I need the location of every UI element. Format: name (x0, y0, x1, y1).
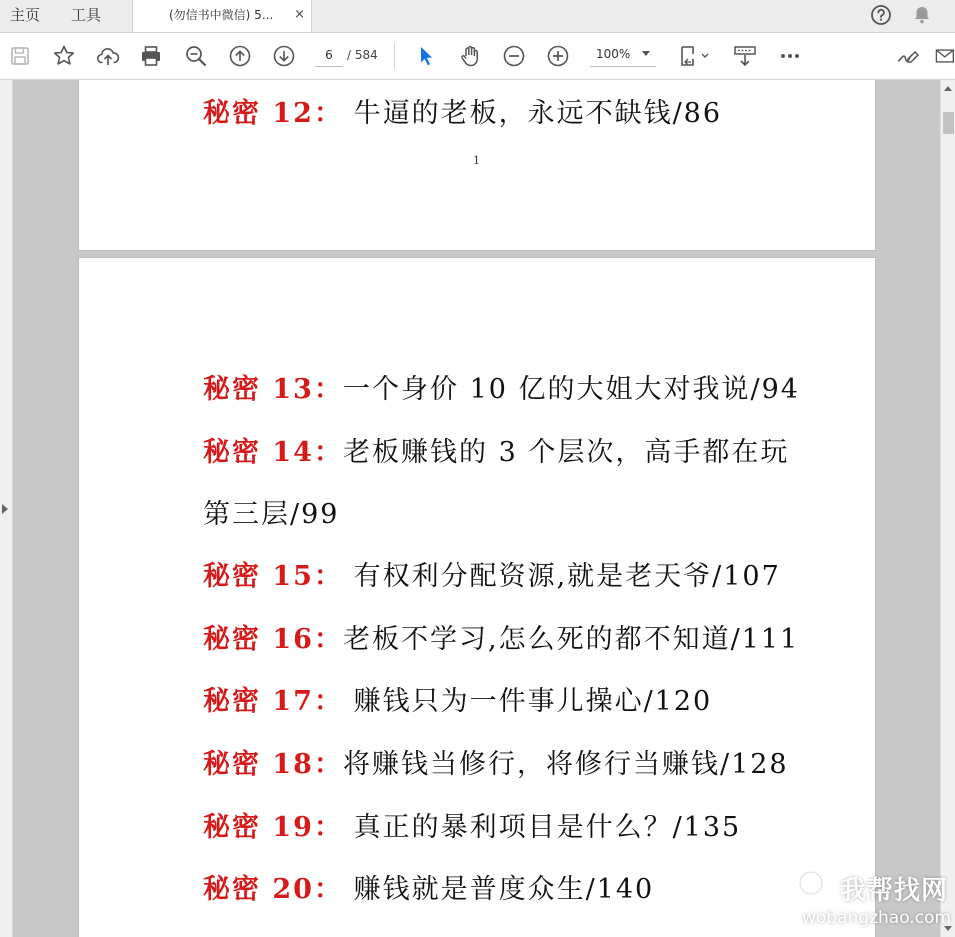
toc-entry (203, 617, 799, 656)
close-tab-icon[interactable]: × (294, 7, 305, 22)
toc-entry (203, 805, 741, 844)
chevron-right-icon (2, 504, 8, 514)
select-cursor-icon[interactable] (413, 43, 439, 69)
toc-entry (203, 430, 789, 469)
toc-entry-text: 老板不学习,怎么死的都不知道/111 (342, 624, 800, 655)
toc-entry-label: 秘密 18： (203, 749, 343, 780)
toc-entry-text: 赚钱只为一件事儿操心/120 (342, 686, 713, 717)
toc-entry-label: 秘密 19： (203, 812, 343, 843)
tab-tools[interactable]: 工具 (71, 6, 102, 24)
page-number-input[interactable] (315, 44, 343, 67)
toc-entry-label: 秘密 12： (203, 98, 343, 129)
fit-page-icon[interactable] (677, 43, 713, 69)
print-icon[interactable] (138, 43, 164, 69)
toc-entry (203, 867, 654, 906)
toc-entry-continuation (203, 492, 339, 531)
toc-entry-text: 老板赚钱的 3 个层次，高手都在玩 (342, 437, 790, 468)
page-footer-number: 1 (473, 154, 480, 167)
bell-icon[interactable] (911, 4, 933, 26)
watermark-title: 我帮找网 (840, 876, 949, 906)
page-down-icon[interactable] (271, 43, 297, 69)
toc-entry-label: 秘密 16： (203, 624, 343, 655)
zoom-select[interactable] (590, 44, 656, 67)
scroll-mode-icon[interactable] (732, 43, 758, 69)
scrollbar-thumb[interactable] (943, 112, 954, 134)
toc-entry-text: 牛逼的老板，永远不缺钱/86 (342, 98, 723, 129)
hand-tool-icon[interactable] (457, 43, 483, 69)
toc-entry-text: 真正的暴利项目是什么？/135 (342, 812, 742, 843)
tab-document-title: (勿信书中微信) 5... (169, 8, 274, 22)
navigation-pane-toggle[interactable] (0, 80, 13, 937)
toc-entry-label: 秘密 17： (203, 686, 343, 717)
help-icon[interactable] (870, 4, 892, 26)
toc-entry (203, 91, 722, 130)
tab-home[interactable]: 主页 (10, 6, 41, 24)
more-icon[interactable] (777, 43, 803, 69)
upload-cloud-icon[interactable] (95, 43, 121, 69)
vertical-scrollbar[interactable] (940, 80, 955, 937)
pdf-page-current (79, 258, 875, 937)
tab-bar (0, 0, 955, 33)
email-icon[interactable] (933, 43, 955, 69)
magnifier-logo-icon (796, 868, 834, 906)
bookmark-star-icon[interactable] (51, 43, 77, 69)
zoom-plus-icon[interactable] (545, 43, 571, 69)
toc-entry (203, 742, 789, 781)
toc-entry-label: 秘密 15： (203, 561, 343, 592)
document-viewport[interactable] (13, 80, 940, 937)
toc-entry-label: 秘密 13： (203, 374, 343, 405)
toc-entry-label: 秘密 14： (203, 437, 343, 468)
watermark-url: wobangzhao.com (802, 908, 952, 928)
page-up-icon[interactable] (227, 43, 253, 69)
toc-entry (203, 679, 712, 718)
zoom-value: 100% (596, 47, 631, 61)
tab-document[interactable] (132, 0, 312, 32)
pdf-page-previous (79, 80, 875, 250)
sign-icon[interactable] (894, 43, 920, 69)
watermark (796, 868, 952, 932)
toc-entry-text: 赚钱就是普度众生/140 (342, 874, 655, 905)
toc-entry-text: 将赚钱当修行，将修行当赚钱/128 (342, 749, 789, 780)
zoom-minus-icon[interactable] (501, 43, 527, 69)
page-total: / 584 (347, 48, 378, 62)
toc-entry (203, 367, 800, 406)
save-icon[interactable] (7, 43, 33, 69)
toc-entry-text: 一个身价 10 亿的大姐大对我说/94 (342, 374, 800, 405)
chevron-down-icon (642, 51, 650, 56)
toc-entry-text: 有权利分配资源,就是老天爷/107 (342, 561, 781, 592)
toc-entry-text: 第三层/99 (203, 499, 340, 530)
toolbar (0, 33, 955, 80)
toolbar-divider (394, 43, 395, 69)
zoom-out-search-icon[interactable] (183, 43, 209, 69)
toc-entry (203, 554, 781, 593)
scroll-up-icon[interactable] (944, 86, 952, 91)
toc-entry-label: 秘密 20： (203, 874, 343, 905)
